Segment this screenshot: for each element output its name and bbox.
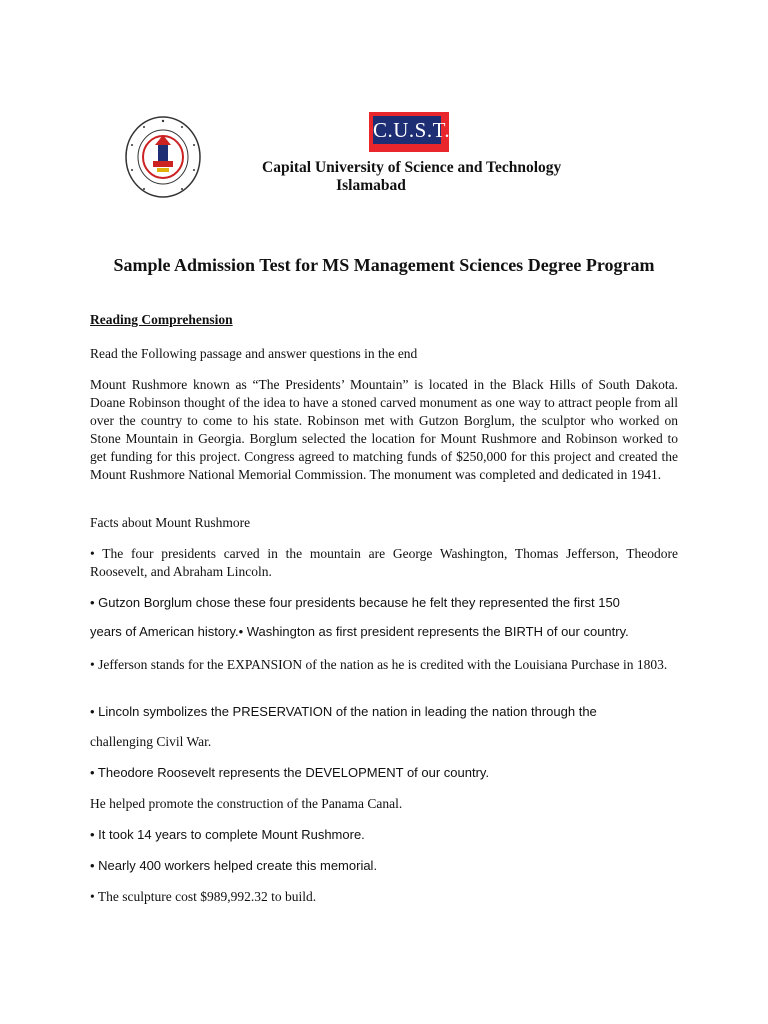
facts-heading: Facts about Mount Rushmore xyxy=(90,515,251,530)
fact-item-6: • It took 14 years to complete Mount Rushmore. xyxy=(90,827,365,842)
fact-item-3: • Jefferson stands for the EXPANSION of the nation as he is credited with the Louisiana Purchase in 1803. xyxy=(90,657,668,672)
fact-item-2: • Gutzon Borglum chose these four presidents because he felt they represented the first 150 xyxy=(90,595,620,610)
section-heading: Reading Comprehension xyxy=(90,312,233,327)
fact-item-7: • Nearly 400 workers helped create this memorial. xyxy=(90,858,378,873)
fact-item-5: • Theodore Roosevelt represents the DEVELOPMENT of our country. xyxy=(90,765,490,780)
passage-paragraph: Mount Rushmore known as “The Presidents’ Mountain” is located in the Black Hills of South Dakota. Doane Robinson thought of the idea to have a stoned carved monument as one way to attract people from all over the country to come to his state. Robinson met with Gutzon Borglum, the sculptor who worked on Stone Mountain in Georgia. Borglum selected the location for Mount Rushmore and Robinson worked to get funding for this project. Congress agreed to matching funds of $250,000 for this project and created the Mount Rushmore National Memorial Commission. The monument was completed and dedicated in 1941. xyxy=(90,377,678,482)
instruction-text: Read the Following passage and answer questions in the end xyxy=(90,346,418,361)
fact-item-2-continued: years of American history.• Washington as first president represents the BIRTH of our country. xyxy=(90,624,629,639)
fact-item-4: • Lincoln symbolizes the PRESERVATION of the nation in leading the nation through the xyxy=(90,704,597,719)
fact-item-1: • The four presidents carved in the mountain are George Washington, Thomas Jefferson, Theodore Roosevelt, and Abraham Lincoln. xyxy=(90,546,678,579)
fact-item-4-continued: challenging Civil War. xyxy=(90,734,212,749)
university-city: Islamabad xyxy=(336,177,406,194)
fact-item-8: • The sculpture cost $989,992.32 to build. xyxy=(90,889,317,904)
university-name: Capital University of Science and Technology xyxy=(262,159,562,176)
cust-logo-text: C.U.S.T. xyxy=(373,118,451,142)
fact-item-5-continued: He helped promote the construction of the Panama Canal. xyxy=(90,796,403,811)
document-title: Sample Admission Test for MS Management Sciences Degree Program xyxy=(113,255,655,275)
cust-brand-logo xyxy=(369,112,449,152)
university-city-wrap xyxy=(0,177,676,195)
